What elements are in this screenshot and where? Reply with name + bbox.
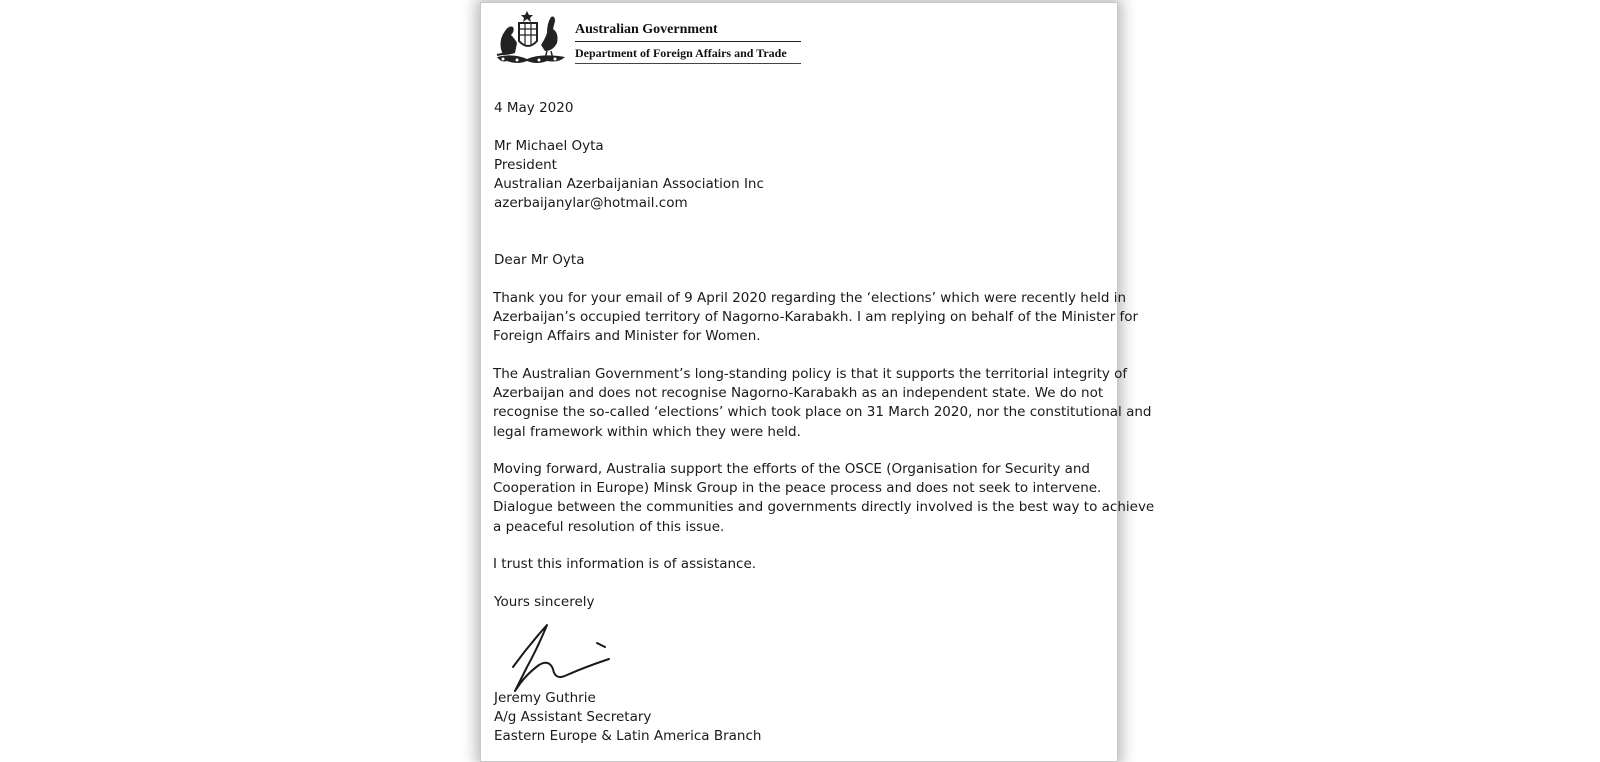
paragraph-line: Dialogue between the communities and governments directly involved is the best way to achieve [493,499,1155,516]
paragraph-line: a peaceful resolution of this issue. [493,518,725,535]
paragraph-line: recognise the so-called ‘elections’ which took place on 31 March 2020, nor the constitutional and [493,404,1152,421]
recipient-email: azerbaijanylar@hotmail.com [494,195,688,211]
letterhead-rule-lower [575,63,801,64]
paragraph-3 [493,460,1155,537]
paragraph-line: Thank you for your email of 9 April 2020 regarding the ‘elections’ which were recently held in [493,290,1127,306]
paragraph-line: Cooperation in Europe) Minsk Group in the peace process and does not seek to intervene. [493,480,1102,497]
paragraph-line: The Australian Government’s long-standing policy is that it supports the territorial integrity of [493,366,1128,382]
paragraph-line: Foreign Affairs and Minister for Women. [493,328,761,345]
signatory-branch: Eastern Europe & Latin America Branch [494,728,762,744]
paragraph-line: Azerbaijan’s occupied territory of Nagorno-Karabakh. I am replying on behalf of the Minister for [493,309,1139,326]
paragraph-line: legal framework within which they were held. [493,423,801,440]
paragraph-1 [493,289,1139,347]
letterhead-rule [575,41,801,42]
signatory-title: A/g Assistant Secretary [494,709,652,725]
recipient-title: President [494,157,557,173]
paragraph-line: Moving forward, Australia support the efforts of the OSCE (Organisation for Security and [493,461,1090,477]
recipient-organisation: Australian Azerbaijanian Association Inc [494,176,764,192]
letter-page [480,2,1155,762]
letter-date: 4 May 2020 [494,100,574,116]
department-name: Department of Foreign Affairs and Trade [575,46,787,60]
recipient-name: Mr Michael Oyta [494,138,604,154]
paragraph-line: I trust this information is of assistance. [493,556,757,572]
paragraph-line: Azerbaijan and does not recognise Nagorno-Karabakh as an independent state. We do not [493,385,1104,402]
closing: Yours sincerely [494,594,595,610]
letterhead [493,9,813,65]
signatory-name: Jeremy Guthrie [494,690,596,706]
paragraph-2 [493,365,1152,442]
handwritten-signature [495,619,615,697]
paragraph-4 [493,555,1117,574]
coat-of-arms-icon [493,9,569,65]
government-name: Australian Government [575,22,718,37]
salutation: Dear Mr Oyta [494,252,585,268]
